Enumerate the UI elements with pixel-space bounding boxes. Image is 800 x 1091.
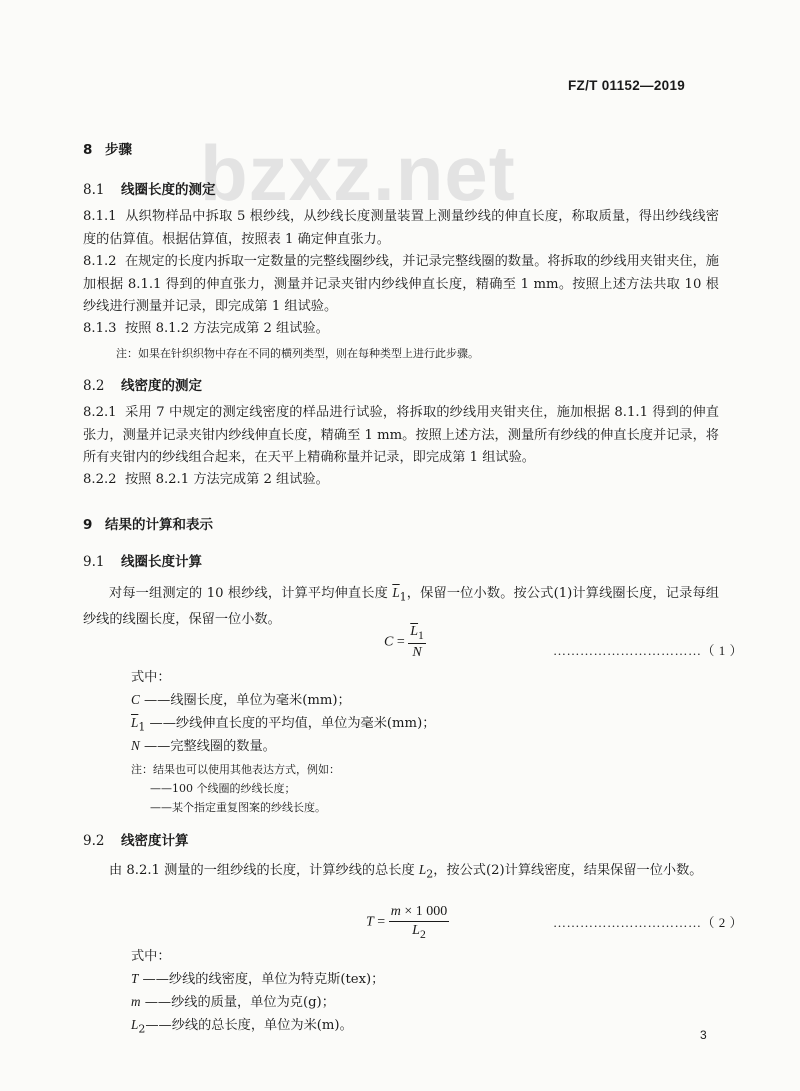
formula-2-label: ……………………………（ 2 ） bbox=[553, 915, 744, 930]
section-number: 8.2 bbox=[83, 378, 105, 394]
variable-C bbox=[131, 689, 351, 708]
variable-desc: ——纱线的总长度，单位为米(m)。 bbox=[145, 1018, 353, 1033]
symbol-L: $\overline{L}$ bbox=[410, 624, 419, 639]
fraction bbox=[389, 904, 450, 941]
formula-1-label: ……………………………（ 1 ） bbox=[553, 643, 744, 658]
variable-N bbox=[131, 735, 276, 754]
variable-desc: ——纱线的线密度，单位为特克斯(tex)； bbox=[138, 972, 385, 987]
symbol-subscript: 2 bbox=[419, 927, 426, 941]
variable-symbol: N bbox=[131, 738, 140, 753]
symbol-subscript: 1 bbox=[138, 720, 146, 734]
section-number: 9 bbox=[83, 517, 93, 533]
clause-number: 8.1.3 bbox=[83, 321, 117, 336]
clause-text: 按照 8.1.2 方法完成第 2 组试验。 bbox=[125, 321, 329, 336]
page-number: 3 bbox=[700, 1028, 707, 1042]
watermark: bzxz.net bbox=[200, 129, 516, 217]
clause-number: 8.1.2 bbox=[83, 254, 117, 269]
symbol-subscript: 1 bbox=[399, 590, 407, 604]
variable-T bbox=[131, 968, 384, 987]
section-9-2-heading bbox=[83, 829, 189, 849]
denominator bbox=[389, 922, 450, 941]
clause-text: 按照 8.2.1 方法完成第 2 组试验。 bbox=[125, 472, 329, 487]
where-label-1: 式中： bbox=[131, 670, 171, 685]
para-text-pre: 由 8.2.1 测量的一组纱线的长度，计算纱线的总长度 bbox=[109, 863, 419, 878]
symbol-subscript: 1 bbox=[418, 628, 424, 642]
numerator bbox=[408, 624, 426, 644]
formula-lhs: T bbox=[366, 914, 374, 930]
section-number: 9.2 bbox=[83, 833, 105, 849]
para-8-2-2 bbox=[83, 469, 719, 492]
section-8-1-heading bbox=[83, 178, 216, 198]
section-9-1-heading bbox=[83, 550, 202, 570]
note-8-1: 注：如果在针织织物中存在不同的横列类型，则在每种类型上进行此步骤。 bbox=[116, 347, 479, 360]
denominator: N bbox=[412, 644, 422, 660]
section-title: 线密度的测定 bbox=[121, 378, 202, 394]
clause-text: 在规定的长度内拆取一定数量的完整线圈纱线，并记录完整线圈的数量。将拆取的纱线用夹钳夹住，施加根据 8.1.1 得到的伸直张力，测量并记录夹钳内纱线伸直长度，精确至 1 mm。按照上述方法共取 10 根纱线进行测量并记录，即完成第 1 组试验。 bbox=[83, 254, 719, 314]
para-8-1-2 bbox=[83, 251, 719, 319]
variable-desc: ——纱线伸直长度的平均值，单位为毫米(mm)； bbox=[145, 716, 436, 731]
formula-2: T = $\frac{m \times 1 000}{L_2}$ bbox=[366, 904, 448, 941]
note-9-1-lead: 注：结果也可以使用其他表达方式，例如： bbox=[131, 763, 340, 776]
symbol-subscript: 2 bbox=[138, 1022, 146, 1036]
standard-code: FZ/T 01152—2019 bbox=[568, 78, 686, 93]
section-title: 线圈长度的测定 bbox=[121, 182, 216, 198]
variable-m bbox=[131, 991, 335, 1010]
variable-symbol: m bbox=[131, 994, 141, 1009]
clause-number: 8.2.2 bbox=[83, 472, 117, 487]
para-8-1-1 bbox=[83, 206, 719, 251]
variable-desc: ——纱线的质量，单位为克(g)； bbox=[140, 995, 335, 1010]
section-title: 结果的计算和表示 bbox=[105, 517, 213, 533]
variable-L2 bbox=[131, 1014, 353, 1036]
para-text-post: ，按公式(2)计算线密度，结果保留一位小数。 bbox=[433, 863, 703, 878]
section-number: 8.1 bbox=[83, 182, 105, 198]
section-title: 线圈长度计算 bbox=[121, 554, 202, 570]
symbol-m: m bbox=[390, 904, 401, 919]
variable-L1 bbox=[131, 712, 435, 734]
para-text-post: ，保留一位小数。按公式(1)计算线圈长度，记录每组纱线的线圈长度，保留一位小数。 bbox=[83, 586, 719, 628]
section-title: 步骤 bbox=[105, 142, 132, 158]
section-title: 线密度计算 bbox=[121, 833, 189, 849]
fraction bbox=[408, 624, 426, 661]
variable-symbol: C bbox=[131, 692, 140, 707]
numerator-rest: × 1 000 bbox=[400, 904, 448, 919]
where-label-2: 式中： bbox=[131, 949, 171, 964]
variable-symbol: $\overline{L}$ bbox=[131, 715, 139, 730]
para-text-pre: 对每一组测定的 10 根纱线，计算平均伸直长度 bbox=[109, 586, 393, 601]
section-8-heading bbox=[83, 138, 132, 158]
note-9-1-item: ——某个指定重复图案的纱线长度。 bbox=[150, 801, 326, 814]
numerator bbox=[389, 904, 450, 922]
clause-number: 8.1.1 bbox=[83, 209, 117, 224]
variable-symbol: T bbox=[131, 971, 139, 986]
clause-number: 8.2.1 bbox=[83, 405, 117, 420]
variable-symbol: L bbox=[131, 1017, 139, 1032]
note-9-1-item: ——100 个线圈的纱线长度； bbox=[150, 782, 296, 795]
section-number: 9.1 bbox=[83, 554, 105, 570]
para-8-1-3 bbox=[83, 318, 719, 341]
section-8-2-heading bbox=[83, 374, 202, 394]
variable-desc: ——完整线圈的数量。 bbox=[139, 739, 276, 754]
section-9-heading bbox=[83, 513, 213, 533]
variable-desc: ——线圈长度，单位为毫米(mm)； bbox=[139, 693, 351, 708]
para-8-2-1 bbox=[83, 402, 719, 470]
clause-text: 从织物样品中拆取 5 根纱线，从纱线长度测量装置上测量纱线的伸直长度，称取质量，得出纱线线密度的估算值。根据估算值，按照表 1 确定伸直张力。 bbox=[83, 209, 719, 247]
section-number: 8 bbox=[83, 142, 93, 158]
formula-1: C = $\frac{\overline{L}_1}{N}$ bbox=[384, 624, 424, 660]
para-9-2 bbox=[83, 859, 719, 886]
symbol-L: L bbox=[418, 862, 427, 877]
formula-lhs: C bbox=[384, 634, 394, 650]
clause-text: 采用 7 中规定的测定线密度的样品进行试验，将拆取的纱线用夹钳夹住，施加根据 8.1.1 得到的伸直张力，测量并记录夹钳内纱线伸直长度，精确至 1 mm。按照上述方法，测量所有纱线的伸直长度并记录，将所有夹钳内的纱线组合起来，在天平上精确称量并记录，即完成第 1 组试验。 bbox=[83, 405, 719, 465]
symbol-L: $\overline{L}$ bbox=[392, 585, 400, 600]
symbol-L: L bbox=[412, 923, 420, 938]
symbol-subscript: 2 bbox=[426, 867, 434, 881]
